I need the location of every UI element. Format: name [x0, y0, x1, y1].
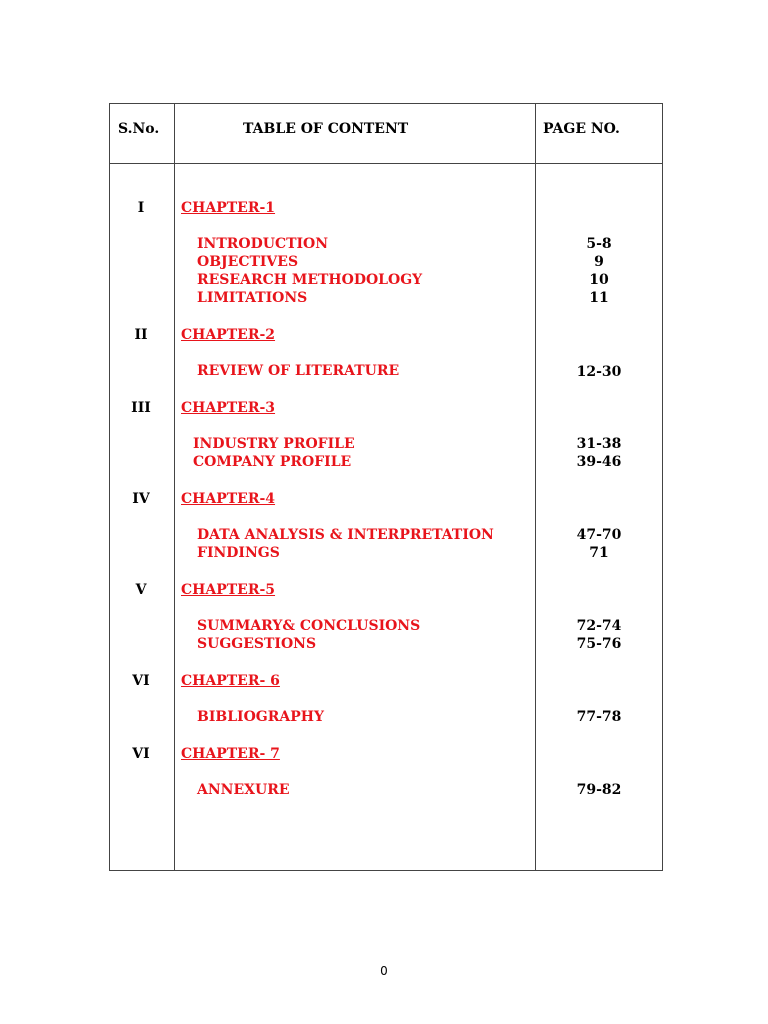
column-divider [174, 103, 175, 871]
chapter-numeral: I [137, 200, 145, 216]
toc-entry: REVIEW OF LITERATURE [197, 363, 400, 379]
toc-entry: FINDINGS [197, 545, 280, 561]
header-title: TABLE OF CONTENT [243, 121, 409, 137]
toc-page: 5-8 [586, 236, 612, 252]
chapter-title: CHAPTER-4 [181, 491, 276, 507]
chapter-numeral: III [131, 400, 151, 416]
chapter-numeral: VI [132, 673, 150, 689]
toc-entry: RESEARCH METHODOLOGY [197, 272, 423, 288]
toc-entry: SUGGESTIONS [197, 636, 317, 652]
toc-entry: BIBLIOGRAPHY [197, 709, 325, 725]
toc-page: 11 [589, 290, 609, 306]
toc-entry: SUMMARY& CONCLUSIONS [197, 618, 421, 634]
toc-entry: ANNEXURE [197, 782, 290, 798]
toc-page: 31-38 [576, 436, 622, 452]
toc-page: 71 [589, 545, 609, 561]
toc-page: 39-46 [576, 454, 622, 470]
toc-entry: INDUSTRY PROFILE [193, 436, 355, 452]
chapter-numeral: IV [132, 491, 150, 507]
toc-entry: COMPANY PROFILE [193, 454, 352, 470]
header-divider [109, 163, 663, 164]
toc-page: 10 [589, 272, 609, 288]
toc-page: 47-70 [576, 527, 622, 543]
toc-page: 72-74 [576, 618, 622, 634]
chapter-title: CHAPTER-5 [181, 582, 276, 598]
chapter-title: CHAPTER-3 [181, 400, 276, 416]
toc-page: 9 [594, 254, 604, 270]
chapter-numeral: VI [132, 746, 150, 762]
toc-entry: DATA ANALYSIS & INTERPRETATION [197, 527, 494, 543]
chapter-numeral: V [135, 582, 147, 598]
toc-page: 77-78 [576, 709, 622, 725]
header-sno: S.No. [118, 121, 160, 137]
header-page-no: PAGE NO. [543, 121, 620, 137]
chapter-numeral: II [134, 327, 148, 343]
chapter-title: CHAPTER-2 [181, 327, 276, 343]
toc-entry: LIMITATIONS [197, 290, 308, 306]
toc-entry: OBJECTIVES [197, 254, 299, 270]
chapter-title: CHAPTER- 6 [181, 673, 280, 689]
chapter-title: CHAPTER-1 [181, 200, 276, 216]
column-divider [535, 103, 536, 871]
chapter-title: CHAPTER- 7 [181, 746, 280, 762]
toc-page: 79-82 [576, 782, 622, 798]
toc-page: 12-30 [576, 364, 622, 380]
toc-entry: INTRODUCTION [197, 236, 329, 252]
toc-page: 75-76 [576, 636, 622, 652]
page-number: 0 [380, 964, 388, 978]
